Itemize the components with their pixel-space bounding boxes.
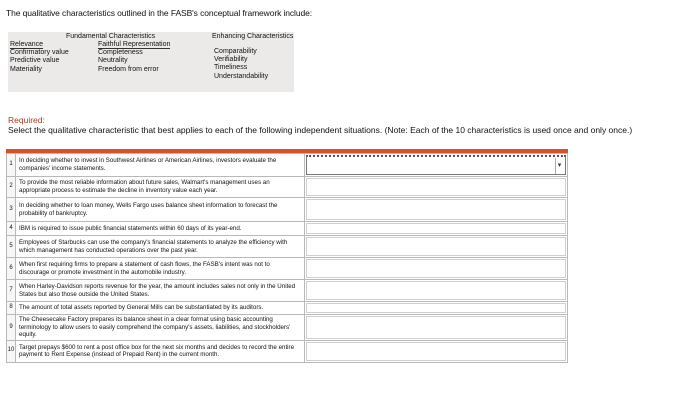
situation-text: To provide the most reliable information about future sales, Walmart's management uses an appropriate process to estimate the decline in inventory value each year. <box>16 177 305 198</box>
enhancing-header: Enhancing Characteristics <box>212 33 294 40</box>
answer-cell <box>305 222 568 236</box>
relevance-item: Confirmatory value <box>10 49 69 57</box>
answer-cell <box>305 198 568 222</box>
situation-text: Target prepays $600 to rent a post office box for the next six months and decides to record the entire payment to Rent Expense (instead of Prepaid Rent) in the current month. <box>16 340 305 362</box>
answer-cell <box>305 258 568 280</box>
situation-text: IBM is required to issue public financial statements within 60 days of its year-end. <box>16 222 305 236</box>
situation-text: Employees of Starbucks can use the company's financial statements to analyze the efficiency with which management has conducted operations over the past year. <box>16 236 305 258</box>
characteristics-table <box>8 32 294 92</box>
answer-cell <box>305 280 568 302</box>
table-row <box>7 340 568 362</box>
row-number: 1 <box>7 154 16 177</box>
relevance-header: Relevance <box>10 41 44 48</box>
enhancing-item: Understandability <box>214 72 269 80</box>
answer-cell <box>305 154 568 177</box>
answer-cell <box>305 340 568 362</box>
chevron-down-icon[interactable]: ▾ <box>555 158 563 174</box>
faithful-item: Freedom from error <box>98 65 159 73</box>
row-number: 2 <box>7 177 16 198</box>
table-row <box>7 177 568 198</box>
situation-text: When first requiring firms to prepare a statement of cash flows, the FASB's intent was not to discourage or promote investment in the automobile industry. <box>16 258 305 280</box>
situation-text: When Harley-Davidson reports revenue for the year, the amount includes sales not only in the United States but also those outside the United States. <box>16 280 305 302</box>
answer-dropdown[interactable] <box>306 237 566 256</box>
row-number: 7 <box>7 280 16 302</box>
answer-cell <box>305 236 568 258</box>
situation-text: In deciding whether to loan money, Wells Fargo uses balance sheet information to forecast the probability of bankruptcy. <box>16 198 305 222</box>
row-number: 10 <box>7 340 16 362</box>
relevance-item: Materiality <box>10 65 42 73</box>
answer-dropdown[interactable] <box>306 178 566 196</box>
enhancing-column <box>214 41 268 81</box>
enhancing-item: Verifiability <box>214 56 248 64</box>
faithful-item: Neutrality <box>98 57 128 65</box>
answer-dropdown[interactable] <box>306 259 566 278</box>
relevance-column <box>10 41 69 74</box>
questions-table <box>6 153 568 363</box>
enhancing-item: Comparability <box>214 48 257 55</box>
row-number: 3 <box>7 198 16 222</box>
table-row <box>7 154 568 177</box>
row-number: 4 <box>7 222 16 236</box>
situation-text: In deciding whether to invest in Southwest Airlines or American Airlines, investors evaluate the companies' income statements. <box>16 154 305 177</box>
row-number: 9 <box>7 315 16 341</box>
answer-dropdown[interactable] <box>306 199 566 220</box>
required-instruction: Select the qualitative characteristic that best applies to each of the following independent situations. (Note: Each of the 10 characteristics is used once and only once.) <box>8 124 633 135</box>
table-row <box>7 258 568 280</box>
answer-dropdown[interactable] <box>306 281 566 300</box>
table-row <box>7 198 568 222</box>
faithful-item: Completeness <box>98 49 143 57</box>
situation-text: The Cheesecake Factory prepares its balance sheet in a clear format using basic accounting terminology to allow users to easily comprehend the company's assets, liabilities, and stockholders' equity. <box>16 315 305 341</box>
faithful-header: Faithful Representation <box>98 41 171 48</box>
table-row <box>7 302 568 315</box>
required-section <box>8 116 632 135</box>
row-number: 5 <box>7 236 16 258</box>
required-label: Required: <box>8 115 45 125</box>
table-row <box>7 236 568 258</box>
situation-text: The amount of total assets reported by General Mills can be substantiated by its auditors. <box>16 302 305 315</box>
row-number: 8 <box>7 302 16 315</box>
table-row <box>7 222 568 236</box>
answer-dropdown[interactable] <box>306 155 566 175</box>
enhancing-item: Timeliness <box>214 64 248 72</box>
table-row <box>7 280 568 302</box>
answer-dropdown[interactable] <box>306 303 566 313</box>
faithful-column <box>98 41 170 74</box>
answer-cell <box>305 315 568 341</box>
intro-text: The qualitative characteristics outlined in the FASB's conceptual framework include: <box>6 8 312 18</box>
answer-dropdown[interactable] <box>306 316 566 339</box>
answer-cell <box>305 302 568 315</box>
fundamental-header: Fundamental Characteristics <box>66 33 156 40</box>
row-number: 6 <box>7 258 16 280</box>
relevance-item: Predictive value <box>10 57 60 65</box>
table-row <box>7 315 568 341</box>
answer-dropdown[interactable] <box>306 223 566 234</box>
answer-cell <box>305 177 568 198</box>
answer-dropdown[interactable] <box>306 342 566 361</box>
